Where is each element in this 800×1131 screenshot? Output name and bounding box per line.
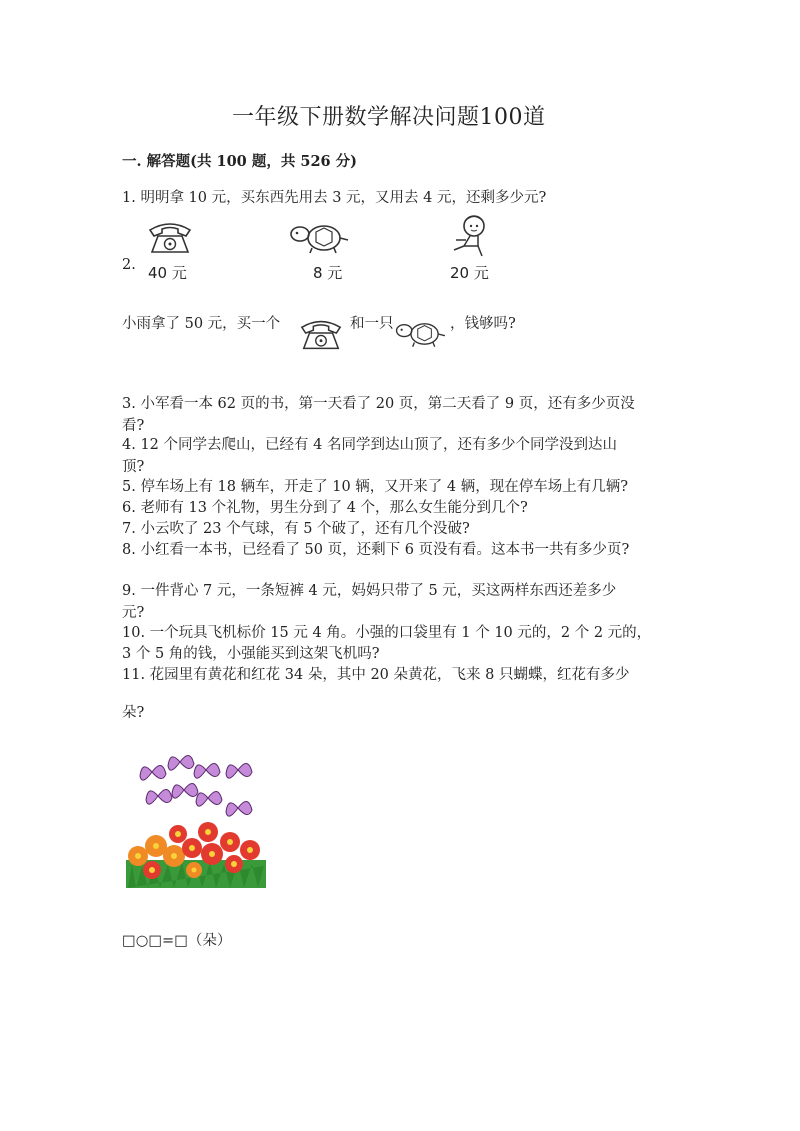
- question-2-number: 2.: [122, 257, 136, 273]
- question-5: 5. 停车场上有 18 辆车，开走了 10 辆，又开来了 4 辆，现在停车场上有几辆?: [122, 479, 628, 495]
- question-3-line-1: 3. 小军看一本 62 页的书，第一天看了 20 页，第二天看了 9 页，还有多少页没: [122, 396, 635, 412]
- question-11-line-1: 11. 花园里有黄花和红花 34 朵，其中 20 朵黄花，飞来 8 只蝴蝶，红花有多少: [122, 667, 630, 683]
- price-telephone: 40 元: [148, 264, 187, 282]
- question-2-text-a: 小雨拿了 50 元，买一个: [122, 316, 281, 332]
- question-3-line-2: 看?: [122, 418, 145, 434]
- question-11-line-2: 朵?: [122, 705, 145, 721]
- question-1: 1. 明明拿 10 元，买东西先用去 3 元，又用去 4 元，还剩多少元?: [122, 190, 547, 206]
- flower-garden-illustration: [122, 752, 272, 892]
- question-9-line-1: 9. 一件背心 7 元，一条短裤 4 元，妈妈只带了 5 元，买这两样东西还差多少: [122, 583, 617, 599]
- question-10-line-1: 10. 一个玩具飞机标价 15 元 4 角。小强的口袋里有 1 个 10 元的，2 个 2 元的，: [122, 625, 652, 641]
- section-heading: 一. 解答题(共 100 题，共 526 分): [122, 153, 358, 170]
- price-doll: 20 元: [450, 264, 489, 282]
- telephone-icon-inline: [298, 316, 344, 352]
- question-4-line-1: 4. 12 个同学去爬山，已经有 4 名同学到达山顶了，还有多少个同学没到达山: [122, 437, 617, 453]
- question-11-answer-template: □○□=□（朵）: [122, 933, 232, 949]
- turtle-toy-icon: [288, 222, 354, 254]
- price-turtle: 8 元: [313, 264, 343, 282]
- question-10-line-2: 3 个 5 角的钱，小强能买到这架飞机吗?: [122, 646, 380, 662]
- telephone-icon: [146, 220, 194, 254]
- question-9-line-2: 元?: [122, 605, 145, 621]
- turtle-toy-icon-inline: [394, 318, 450, 350]
- page-title: 一年级下册数学解决问题100道: [232, 105, 546, 130]
- question-7: 7. 小云吹了 23 个气球，有 5 个破了，还有几个没破?: [122, 521, 470, 537]
- question-6: 6. 老师有 13 个礼物，男生分到了 4 个，那么女生能分到几个?: [122, 500, 528, 516]
- question-2-text-c: ，钱够吗?: [450, 316, 516, 332]
- question-8: 8. 小红看一本书，已经看了 50 页，还剩下 6 页没有看。这本书一共有多少页?: [122, 542, 630, 558]
- question-2-text-b: 和一只: [350, 316, 394, 332]
- question-4-line-2: 顶?: [122, 459, 145, 475]
- butterfly-icon: [140, 755, 252, 816]
- doll-toy-icon: [448, 212, 494, 258]
